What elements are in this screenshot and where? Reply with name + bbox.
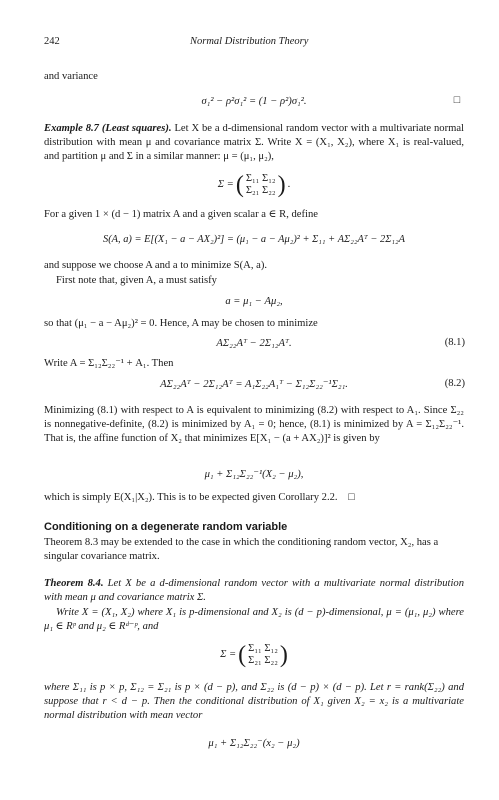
paragraph: which is simply E(X₁|X₂). This is to be expected given Corollary 2.2. □ [44, 492, 355, 503]
equation-variance: σ₁² − ρ²σ₁² = (1 − ρ²)σ₁². [201, 96, 307, 107]
paragraph: and variance [44, 71, 98, 82]
paragraph: so that (μ₁ − a − Aμ₂)² = 0. Hence, A may be chosen to minimize [44, 318, 318, 329]
paragraph: For a given 1 × (d − 1) matrix A and a given scalar a ∈ R, define [44, 209, 318, 220]
paragraph: First note that, given A, a must satisfy [56, 275, 217, 286]
example-label: Example 8.7 [44, 123, 99, 134]
section-title: Conditioning on a degenerate random variable [44, 521, 288, 533]
running-title: Normal Distribution Theory [190, 36, 309, 47]
equation-affine: μ₁ + Σ₁₂Σ₂₂⁻¹(X₂ − μ₂), [204, 469, 304, 480]
equation-number: (8.2) [444, 378, 465, 389]
qed-mark: □ [348, 492, 355, 503]
theorem-text: Write X = (X₁, X₂) where X₁ is p-dimensional and X₂ is (d − p)-dimensional, μ = (μ₁, μ₂) where μ₁ ∈ Rᵖ and μ₂ ∈ Rᵈ⁻ᵖ, and [44, 607, 464, 633]
paragraph: Minimizing (8.1) with respect to A is equivalent to minimizing (8.2) with respect to A₁. Since Σ₂₂ is nonnegative-definite, (8.2) is minimized by A₁ = 0; hence, (8.1) is minimized by A = Σ₁₂Σ₂₂⁻¹. That is, the affine function of X₂ that minimizes E[X₁ − (a + AX₂)]² is given by [44, 405, 464, 445]
covariance-matrix: Σ₁₁ Σ₁₂ Σ₂₁ Σ₂₂ [248, 643, 278, 666]
sigma-partition: Σ = ( Σ₁₁ Σ₁₂ Σ₂₁ Σ₂₂ ) . [217, 172, 291, 198]
sigma-partition: Σ = ( Σ₁₁ Σ₁₂ Σ₂₁ Σ₂₂ ) [220, 642, 288, 668]
example-title: (Least squares). [101, 123, 172, 134]
equation-8-1: AΣ₂₂Aᵀ − 2Σ₁₂Aᵀ. [216, 338, 292, 349]
example-text: Let X be a d-dimensional random vector with a multivariate normal distribution with mean μ and covariance matrix Σ. Write X = (X₁, X₂), where X₁ is real-valued, and partition μ and Σ in a similar manner: μ = (μ₁, μ₂), [44, 123, 464, 163]
paragraph: Theorem 8.3 may be extended to the case in which the conditioning random vector, X₂, has a singular covariance matrix. [44, 537, 439, 563]
equation-number: (8.1) [444, 337, 465, 348]
page-number: 242 [44, 36, 60, 47]
equation-8-2: AΣ₂₂Aᵀ − 2Σ₁₂Aᵀ = A₁Σ₂₂A₁ᵀ − Σ₁₂Σ₂₂⁻¹Σ₂₁. [160, 379, 348, 390]
covariance-matrix: Σ₁₁ Σ₁₂ Σ₂₁ Σ₂₂ [245, 173, 276, 196]
equation-a: a = μ₁ − Aμ₂, [225, 296, 283, 307]
equation-mean: μ₁ + Σ₁₂Σ₂₂⁻(x₂ − μ₂) [208, 738, 300, 749]
equation-S: S(A, a) = E[(X₁ − a − AX₂)²] = (μ₁ − a − Aμ₂)² + Σ₁₁ + AΣ₂₂Aᵀ − 2Σ₁₂A [103, 234, 405, 245]
qed-mark: □ [453, 95, 460, 106]
paragraph: Write A = Σ₁₂Σ₂₂⁻¹ + A₁. Then [44, 358, 174, 369]
theorem-8-4: Theorem 8.4. Let X be a d-dimensional random vector with a multivariate normal distribution with mean μ and covariance matrix Σ. [44, 578, 464, 604]
paragraph: and suppose we choose A and a to minimize S(A, a). [44, 260, 268, 271]
theorem-text: where Σ₁₁ is p × p, Σ₁₂ = Σ₂₁ is p × (d − p), and Σ₂₂ is (d − p) × (d − p). Let r = rank(Σ₂₂) and suppose that r < d − p. Then the conditional distribution of X₁ given X₂ = x₂ is a multivariate normal distribution with mean vector [44, 682, 464, 722]
example-8-7 [44, 122, 464, 165]
theorem-label: Theorem 8.4. [44, 578, 104, 589]
